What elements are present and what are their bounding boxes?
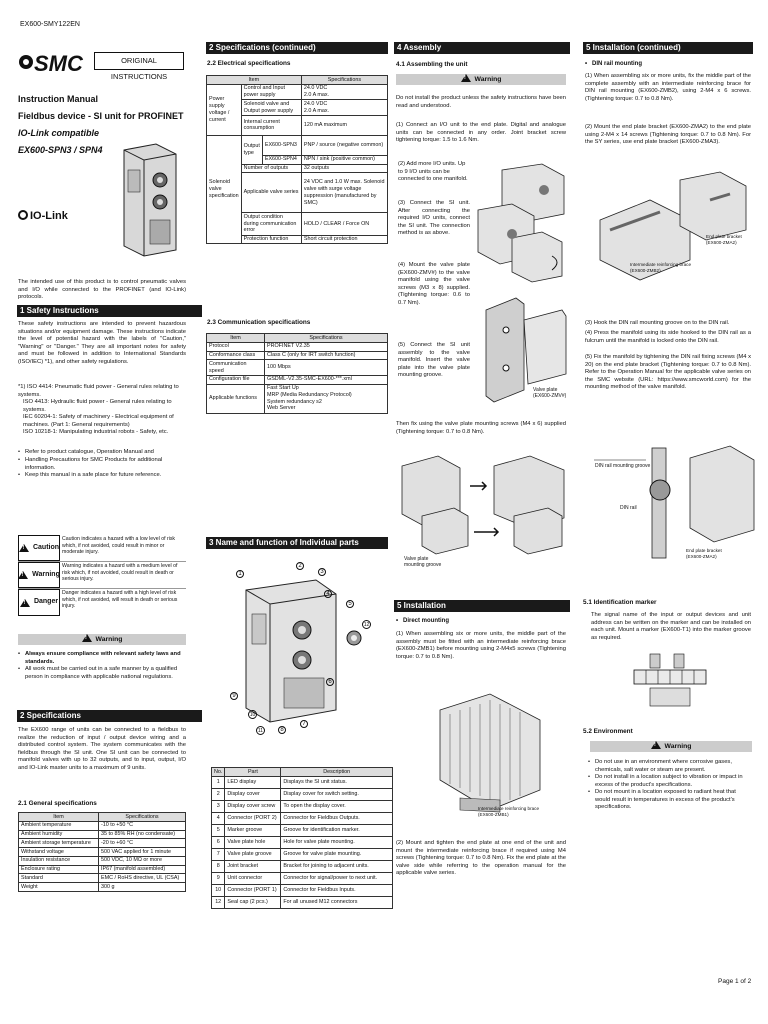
table-row: Protocol PROFINET V2.35 [207,342,388,351]
comm-specs-table [206,333,388,414]
brace-label: Intermediate reinforcing brace (EX600-ZMB1) [478,806,540,817]
assembly-diagram-3 [398,446,568,556]
table-row: Solenoid valve and Output power supply 24.0 VDC 2.0 A max. [207,100,388,116]
table-row: Applicable valve series 24 VDC and 1.0 W max. Solenoid valve with surge voltage suppression (manufactured by SMC) [207,173,388,213]
callout: 12 [363,622,370,628]
din-step-2: (2) Mount the end plate bracket (EX600-ZMA2) to the end plate using 2-M4 x 14 screws (Tightening torque: 0.7 to 0.8 Nm). For the SY series, use end plate bracket (EX600-ZMA3). [585,124,751,146]
table-row: Communication speed 100 Mbps [207,360,388,376]
environment-warning-bar: !Warning [590,741,752,752]
assembly-step-5: (5) Connect the SI unit assembly to the valve manifold. Insert the valve plate into the valve plate mounting groove. [398,342,470,379]
assembly-warning-text: Do not install the product unless the safety instructions have been read and understood. [396,95,566,109]
hazard-levels [18,535,186,616]
installation-continued-title: 5 Installation (continued) [583,42,753,54]
col-header: No. [212,768,225,777]
table-row: Number of outputs 32 outputs [207,164,388,173]
callout: 9 [230,692,238,700]
table-row: Solenoid valve specification Output type EX600-SPN3 PNP / source (negative common) [207,135,388,155]
caution-label: ! Caution [18,535,60,561]
table-row: Configuration file GSDML-V2.35-SMC-EX600-***.xml [207,375,388,384]
electrical-specs-title: 2.2 Electrical specifications [207,60,291,67]
original-instructions-box: ORIGINAL INSTRUCTIONS [94,52,184,70]
std-item: IEC 60204-1: Safety of machinery - Electrical equipment of machines. (Part 1: General requirements) [23,414,174,428]
fig-label-brace: Intermediate reinforcing brace (EX600-ZMB2) [630,262,692,273]
safety-bullets [18,449,190,480]
installation-direct [396,618,449,626]
warning-list [18,651,186,681]
table-row: 3 Display cover screw To open the display cover. [212,800,393,812]
iolink-icon [18,210,28,220]
assembly-step-2: (2) Add more I/O units. Up to 9 I/O units can be connected to one manifold. [398,161,468,183]
table-row: 10 Connector (PORT 1) Connector for Fieldbus Inputs. [212,884,393,896]
callout: 4 [324,590,332,598]
assembly-step-3: (3) Connect the SI unit. After connecting the required I/O units, connect the SI unit. The connection method is as above. [398,200,470,237]
specs-para: The EX600 range of units can be connected to a fieldbus to realize the reduction of input / output device wiring and a distributed control system. The system communicates with the fieldbus through the SI unit. One SI unit can be connected to manifold valves with up to 32 outputs, and to input, output, I/O and IO-Link master units to a maximum of 9 units. [18,727,186,771]
doc-code: EX600-SMY122EN [20,21,80,28]
table-row: Applicable functions Fast Start Up MRP (Media Redundancy Protocol) System redundancy s2 Web Server [207,384,388,413]
specs-section-title: 2 Specifications [17,710,202,722]
warning-text: Warning indicates a hazard with a medium level of risk which, if not avoided, could result in death or serious injury. [62,563,178,582]
din-step-4: (4) Press the manifold using its side hooked to the DIN rail as a fulcrum until the manifold is locked onto the DIN rail. [585,330,751,344]
marker-text: The signal name of the input or output devices and unit address can be written on the marker and can be installed on each unit. Mount a marker (EX600-T1) into the marker groove as required. [591,612,751,641]
installation-step-1: (1) When assembling six or more units, the middle part of the assembly must be fitted with an intermediate reinforcing brace (EX600-ZMB1) before mounting using 2-M4x5 screws (Tightening torque: 0.7 to 0.8 Nm). [396,631,566,660]
col-header: Description [281,768,393,777]
groove-label: Valve plate mounting groove [404,556,442,569]
din-step-5: (5) Fix the manifold by tightening the DIN rail fixing screws (M4 x 20) on the end plate bracket (Tightening torque: 0.7 to 0.8 Nm). Refer to the Operation Manual for the applicable valve series on the SMC website (URL: https://www.smcworld.com) for the mounting method of the valve manifold. [585,354,751,391]
list-item: • DIN rail mounting [585,61,642,69]
table-row: Insulation resistance 500 VDC, 10 MΩ or more [19,856,186,865]
smc-logo [18,45,86,79]
table-row: 2 Display cover Display cover for switch setting. [212,788,393,800]
danger-text: Danger indicates a hazard with a high level of risk which, if not avoided, will result in death or serious injury. [62,590,178,609]
general-specs-title: 2.1 General specifications [18,800,97,807]
assembly-step-4: (4) Mount the valve plate (EX600-ZMV#) to the valve manifold using the valve screws (M3 x 8) supplied. (Tightening torque: 0.6 to 0.7 Nm). [398,262,470,306]
din-rail-bullet [585,61,642,69]
table-row: EX600-SPN4 NPN / sink (positive common) [207,155,388,164]
callout: 8 [278,726,286,734]
table-row: Enclosure rating IP67 (manifold assembled) [19,865,186,874]
assembly-step-1: (1) Connect an I/O unit to the end plate. Digital and analogue units can be connected in any order. Joint bracket screw tightening torque: 1.5 to 1.6 Nm. [396,122,566,144]
table-row: 12 Seal cap (2 pcs.) For all unused M12 connectors [212,896,393,908]
din-rail-label: DIN rail [620,505,637,511]
model-title: EX600-SPN3 / SPN4 [18,145,103,155]
caution-icon [19,544,29,552]
table-row: 8 Joint bracket Bracket for joining to adjacent units. [212,860,393,872]
product-title: Fieldbus device - SI unit for PROFINET [18,111,184,121]
col-header: Specifications [265,334,388,343]
std-item: ISO 10218-1: Manipulating industrial robots - Safety, etc. [23,429,169,436]
std-item: ISO 4413: Hydraulic fluid power - General rules relating to systems. [23,399,172,413]
list-item: • Do not install in a location subject to vibration or impact in excess of the product's specifications. [588,774,752,789]
callout: 5 [346,600,354,608]
list-item: • Do not use in an environment where corrosive gases, chemicals, salt water or steam are present. [588,759,752,774]
iolink-logo-text: IO-Link [30,210,68,222]
safety-standards [18,384,186,437]
callout: 6 [326,678,334,686]
electrical-specs-table [206,75,388,244]
table-row: Ambient temperature -10 to +50 °C [19,821,186,830]
specs-continued-title: 2 Specifications (continued) [206,42,388,54]
danger-label: ! Danger [18,589,60,616]
assembly-warning-bar: !Warning [396,74,566,85]
callout: 2 [296,562,304,570]
environment-title: 5.2 Environment [583,728,633,735]
names-section-title: 3 Name and function of Individual parts [206,537,388,549]
warning-label: ! Warning [18,562,60,588]
din-step-1: (1) When assembling six or more units, fix the middle part of the complete assembly with an intermediate reinforcing brace for DIN rail mounting (EX600-ZMB2), using 2-M4 x 6 screws. (Tightening torque: 0.7 to 0.8 Nm). [585,73,751,102]
col-header: Item [207,76,302,85]
warning-bar: !Warning [18,634,186,645]
fig-label-end-bracket: End plate bracket (EX600-ZMA2) [706,234,742,245]
list-item: • Direct mounting [396,618,449,626]
col-header: Specifications [99,813,186,822]
table-row: 7 Valve plate groove Groove for valve plate mounting. [212,848,393,860]
installation-step-2: (2) Mount and tighten the end plate at one end of the unit and mount the intermediate reinforcing brace if required using M4 screws (Tightening torque: 0.7 to 0.8 Nm). Fix the end plate at the valve side while referring to the operation manual for the applicable valve series. [396,840,566,877]
danger-icon [20,599,30,607]
callout: 1 [236,570,244,578]
warning-icon [18,571,28,579]
table-row: Power supply voltage / current Control and Input power supply 24.0 VDC 2.0 A max. [207,84,388,100]
col-header: Part [225,768,281,777]
marker-diagram [630,650,710,710]
list-item: • All work must be carried out in a safe manner by a qualified person in compliance with applicable national regulations. [18,666,186,681]
safety-section-title: 1 Safety Instructions [17,305,202,317]
din-groove-label: DIN rail mounting groove [595,463,651,469]
din-step-3: (3) Hook the DIN rail mounting groove on to the DIN rail. [585,320,730,326]
callout: 7 [300,720,308,728]
caution-text: Caution indicates a hazard with a low level of risk which, if not avoided, could result in minor or moderate injury. [62,536,176,555]
assembling-unit-title: 4.1 Assembling the unit [396,61,468,68]
din-diagram-2 [590,418,755,563]
warning-icon [461,74,471,82]
comm-specs-title: 2.3 Communication specifications [207,319,311,326]
installation-diagram [430,680,550,820]
valve-plate-label: Valve plate (EX600-ZMV#) [533,387,567,400]
table-row: 5 Marker groove Groove for identification marker. [212,824,393,836]
table-row: Withstand voltage 500 VAC applied for 1 minute [19,848,186,857]
iolink-compatible: IO-Link compatible [18,128,100,138]
callout: 11 [257,728,264,734]
table-row: 6 Valve plate hole Hole for valve plate mounting. [212,836,393,848]
table-row: Ambient humidity 35 to 85% RH (no condensate) [19,830,186,839]
col-header: Item [207,334,265,343]
table-row: 1 LED display Displays the SI unit status. [212,776,393,788]
callout: 3 [318,568,326,576]
parts-table [211,767,393,909]
table-row: 9 Unit connector Connector for signal/power to next unit. [212,872,393,884]
assembly-diagram-1 [472,160,572,285]
table-row: 4 Connector (PORT 2) Connector for Fieldbus Outputs. [212,812,393,824]
assembly-fix-text: Then fix using the valve plate mounting screws (M4 x 6) supplied (Tightening torque: 0.7 to 0.8 Nm). [396,421,566,435]
assembly-section-title: 4 Assembly [394,42,570,54]
list-item: • Refer to product catalogue, Operation Manual and [18,449,190,457]
end-bracket-label: End plate bracket (EX600-ZMA2) [686,548,722,559]
std-item: *1) ISO 4414: Pneumatic fluid power - General rules relating to systems. [18,384,179,398]
callout: 10 [249,712,256,718]
safety-para: These safety instructions are intended to prevent hazardous situations and/or equipment damage. These instructions indicate the level of potential hazard with the labels of "Caution," "Warning" or "Danger." They are all important notes for safety and must be followed in addition to International Standards (ISO/IEC) *1), and other safety regulations. [18,321,186,365]
manual-title: Instruction Manual [18,94,99,104]
list-item: • Handling Precautions for SMC Products for additional information. [18,457,190,473]
table-row: Internal current consumption 120 mA maximum [207,115,388,135]
table-row: Ambient storage temperature -20 to +60 °C [19,839,186,848]
environment-list [588,759,752,812]
warning-icon [651,741,661,749]
page-number: Page 1 of 2 [718,978,752,985]
col-header: Specifications [301,76,387,85]
list-item: • Always ensure compliance with relevant safety laws and standards. [18,651,186,666]
smc-logo-text: SMC [34,51,83,76]
product-image [116,140,182,260]
marker-title: 5.1 Identification marker [583,599,657,606]
general-specs-table [18,812,186,892]
table-row: Output condition during communication error HOLD / CLEAR / Force ON [207,213,388,235]
table-row: Standard EMC / RoHS directive, UL (CSA) [19,874,186,883]
intended-use: The intended use of this product is to control pneumatic valves and I/O while connected to the PROFINET (and IO-Link) protocols. [18,279,186,301]
parts-callouts [226,560,376,740]
table-row: Weight 300 g [19,883,186,892]
table-row: Protection function Short circuit protection [207,235,388,244]
warning-icon [82,634,92,642]
col-header: Item [19,813,99,822]
list-item: • Do not mount in a location exposed to radiant heat that would result in temperatures in excess of the product's specifications. [588,789,752,812]
installation-section-title: 5 Installation [394,600,570,612]
iolink-logo [18,210,68,224]
list-item: • Keep this manual in a safe place for future reference. [18,472,190,480]
table-row: Conformance class Class C (only for IRT switch function) [207,351,388,360]
